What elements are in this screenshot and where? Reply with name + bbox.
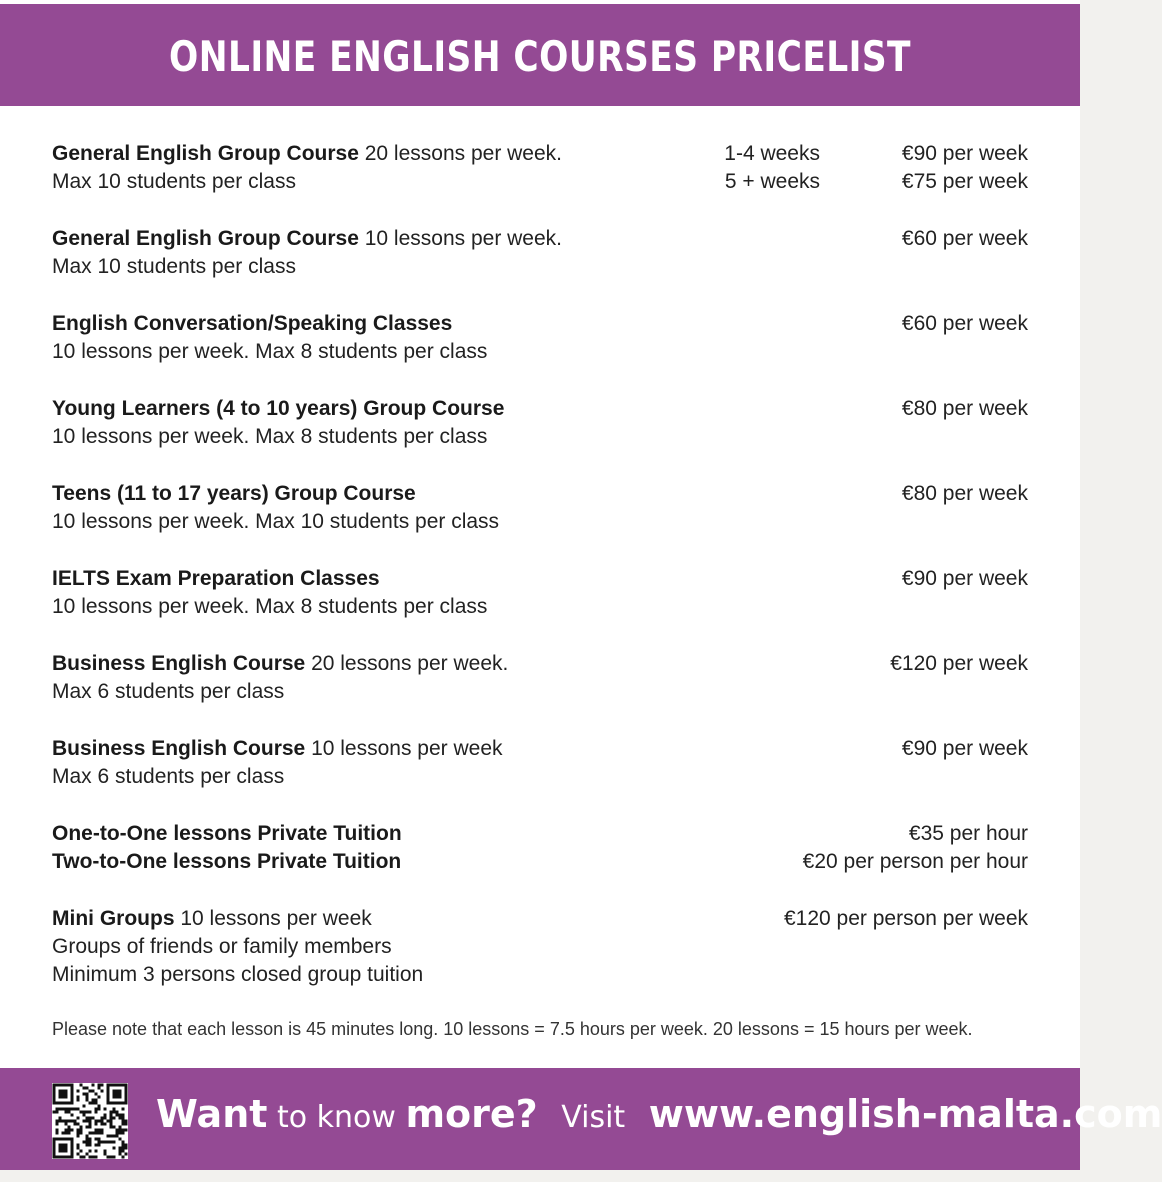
course-name: English Conversation/Speaking Classes [52, 312, 453, 335]
price-label: €80 per week [901, 397, 1028, 420]
course-title-line [52, 310, 652, 338]
course-detail-line: 10 lessons per week. Max 8 students per class [52, 340, 488, 363]
call-to-action [156, 1090, 1162, 1142]
course-detail-line: Max 10 students per class [52, 170, 296, 193]
cta-more: more? [405, 1092, 538, 1136]
cta-want: Want [156, 1092, 268, 1136]
course-entry [0, 905, 1080, 995]
course-title-line [52, 905, 652, 933]
price-label: €80 per week [901, 482, 1028, 505]
course-detail: 10 lessons per week [174, 907, 372, 930]
course-title-line [52, 820, 652, 848]
duration-label: 5 + weeks [724, 170, 820, 193]
footer-banner [0, 1068, 1162, 1170]
price-label: €90 per week [901, 567, 1028, 590]
course-name: Teens (11 to 17 years) Group Course [52, 482, 416, 505]
course-entry [0, 565, 1080, 625]
course-name: One-to-One lessons Private Tuition [52, 822, 402, 845]
page-title: ONLINE ENGLISH COURSES PRICELIST [169, 32, 911, 81]
price-label: €60 per week [901, 227, 1028, 250]
price-label: €120 per week [890, 652, 1028, 675]
course-entry [0, 820, 1080, 880]
course-title-line [52, 480, 652, 508]
price-label: €90 per week [901, 142, 1028, 165]
price-label: €35 per hour [908, 822, 1028, 845]
course-entry [0, 310, 1080, 370]
duration-label: 1-4 weeks [724, 142, 820, 165]
course-entry [0, 735, 1080, 795]
course-name: Young Learners (4 to 10 years) Group Course [52, 397, 505, 420]
course-name: IELTS Exam Preparation Classes [52, 567, 380, 590]
course-detail-line: 10 lessons per week. Max 8 students per class [52, 595, 488, 618]
course-title-line [52, 650, 652, 678]
course-name: Business English Course [52, 737, 306, 760]
course-entry [0, 650, 1080, 710]
qr-code-graphic [52, 1083, 128, 1159]
course-detail: 10 lessons per week. [358, 227, 562, 250]
course-title-line [52, 225, 652, 253]
course-title-line [52, 848, 652, 876]
course-detail-line: 10 lessons per week. Max 10 students per class [52, 510, 500, 533]
price-label: €60 per week [901, 312, 1028, 335]
course-name: Two-to-One lessons Private Tuition [52, 850, 402, 873]
lesson-length-note: Please note that each lesson is 45 minutes long. 10 lessons = 7.5 hours per week. 20 lessons = 15 hours per week. [52, 1019, 973, 1039]
course-title-line [52, 395, 652, 423]
course-entry [0, 480, 1080, 540]
course-detail-line: Max 6 students per class [52, 765, 285, 788]
price-label: €75 per week [901, 170, 1028, 193]
cta-visit: Visit [561, 1100, 626, 1135]
course-detail-line: Groups of friends or family members [52, 935, 392, 958]
cta-to-know: to know [276, 1100, 396, 1135]
course-entry [0, 225, 1080, 285]
course-detail: 20 lessons per week. [358, 142, 562, 165]
course-detail: 20 lessons per week. [305, 652, 509, 675]
course-detail: 10 lessons per week [305, 737, 503, 760]
course-detail-line: Max 6 students per class [52, 680, 285, 703]
course-title-line [52, 140, 652, 168]
website-link[interactable]: www.english-malta.com [648, 1092, 1162, 1136]
header-banner [0, 4, 1080, 106]
course-detail-line: Minimum 3 persons closed group tuition [52, 963, 424, 986]
course-title-line [52, 735, 652, 763]
price-label: €120 per person per week [784, 907, 1028, 930]
qr-code-icon[interactable] [52, 1083, 128, 1159]
price-label: €90 per week [901, 737, 1028, 760]
course-detail-line: Max 10 students per class [52, 255, 296, 278]
course-entry [0, 140, 1080, 200]
course-detail-line: 10 lessons per week. Max 8 students per class [52, 425, 488, 448]
course-entry [0, 395, 1080, 455]
course-name: General English Group Course [52, 227, 359, 250]
course-title-line [52, 565, 652, 593]
course-name: Mini Groups [52, 907, 175, 930]
price-label: €20 per person per hour [802, 850, 1028, 873]
course-name: General English Group Course [52, 142, 359, 165]
course-name: Business English Course [52, 652, 306, 675]
